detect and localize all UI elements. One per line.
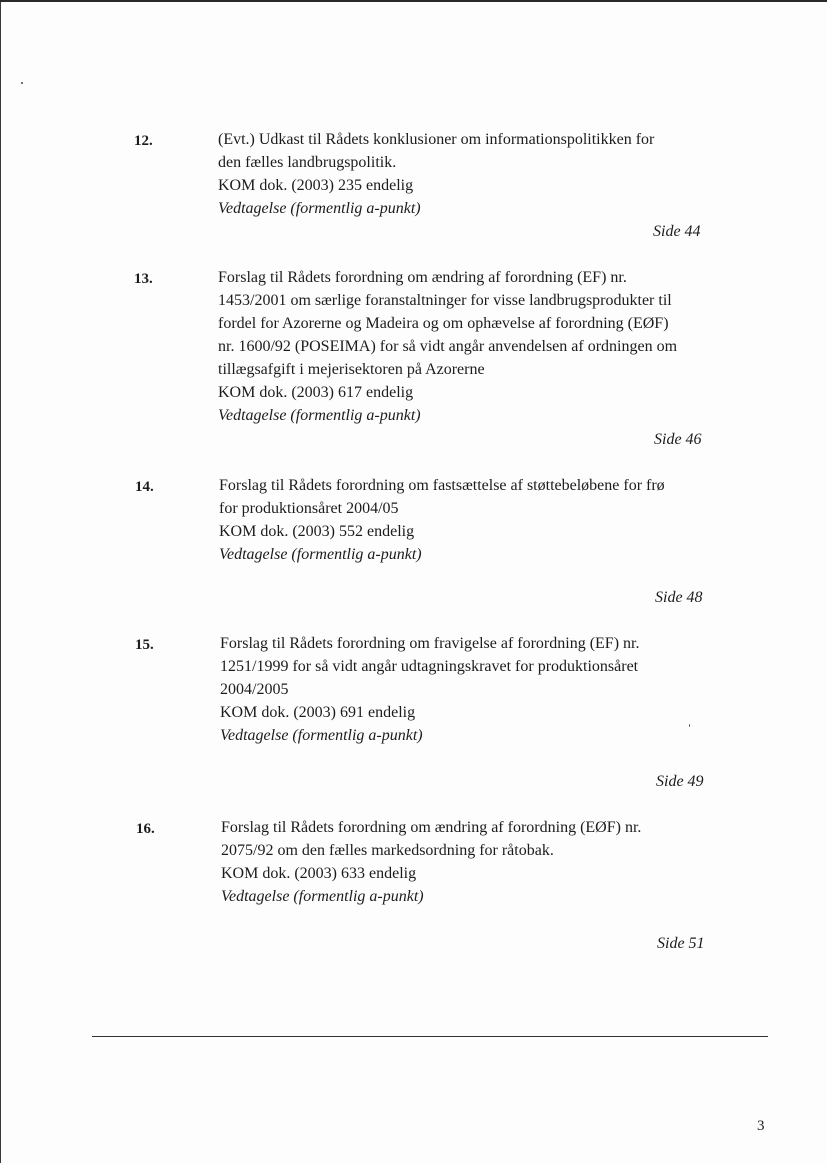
scan-speck: [21, 82, 23, 84]
agenda-item-body: [221, 816, 721, 908]
document-reference: KOM dok. (2003) 552 endelig: [219, 523, 415, 540]
item-text-line: for produktionsåret 2004/05: [219, 500, 399, 517]
item-text-line: den fælles landbrugspolitik.: [218, 154, 397, 171]
agenda-item-body: [220, 632, 720, 747]
action-note: Vedtagelse (formentlig a-punkt): [218, 200, 421, 217]
page-number: 3: [757, 1118, 765, 1134]
document-reference: KOM dok. (2003) 617 endelig: [218, 384, 414, 401]
action-note: Vedtagelse (formentlig a-punkt): [221, 888, 424, 905]
item-text-line: tillægsafgift i mejerisektoren på Azorerne: [218, 361, 485, 378]
item-text-line: Forslag til Rådets forordning om ændring af forordning (EØF) nr.: [221, 819, 642, 836]
action-note: Vedtagelse (formentlig a-punkt): [220, 727, 423, 744]
agenda-item-number: 13.: [134, 271, 153, 287]
agenda-item-body: [219, 474, 719, 566]
item-text-line: Forslag til Rådets forordning om fravigelse af forordning (EF) nr.: [220, 635, 640, 652]
item-text-line: 1453/2001 om særlige foranstaltninger for visse landbrugsprodukter til: [218, 292, 672, 309]
footer-divider: [92, 1036, 768, 1037]
agenda-item-body: [218, 128, 718, 220]
item-text-line: 1251/1999 for så vidt angår udtagningskravet for produktionsåret: [220, 658, 639, 675]
left-scan-edge: [0, 2, 1, 1163]
item-text-line: 2004/2005: [220, 681, 289, 698]
agenda-item-number: 14.: [135, 479, 154, 495]
item-text-line: fordel for Azorerne og Madeira og om ophævelse af forordning (EØF): [218, 315, 669, 332]
item-text-line: Forslag til Rådets forordning om fastsættelse af støttebeløbene for frø: [219, 477, 665, 494]
page-reference: Side 48: [655, 589, 703, 606]
action-note: Vedtagelse (formentlig a-punkt): [219, 546, 422, 563]
agenda-item-number: 15.: [135, 637, 154, 653]
top-border-line: [0, 0, 827, 2]
document-reference: KOM dok. (2003) 633 endelig: [221, 865, 417, 882]
action-note: Vedtagelse (formentlig a-punkt): [218, 407, 421, 424]
document-reference: KOM dok. (2003) 691 endelig: [220, 704, 416, 721]
page-reference: Side 51: [657, 935, 705, 952]
agenda-item-number: 16.: [136, 821, 155, 837]
agenda-item-number: 12.: [134, 133, 153, 149]
page-reference: Side 46: [654, 431, 702, 448]
item-text-line: (Evt.) Udkast til Rådets konklusioner om informationspolitikken for: [218, 131, 655, 148]
agenda-item-body: [218, 266, 718, 427]
item-text-line: Forslag til Rådets forordning om ændring af forordning (EF) nr.: [218, 269, 627, 286]
document-reference: KOM dok. (2003) 235 endelig: [218, 177, 414, 194]
page-reference: Side 44: [653, 223, 701, 240]
page-reference: Side 49: [656, 773, 704, 790]
item-text-line: nr. 1600/92 (POSEIMA) for så vidt angår anvendelsen af ordningen om: [218, 338, 678, 355]
item-text-line: 2075/92 om den fælles markedsordning for råtobak.: [221, 842, 554, 859]
